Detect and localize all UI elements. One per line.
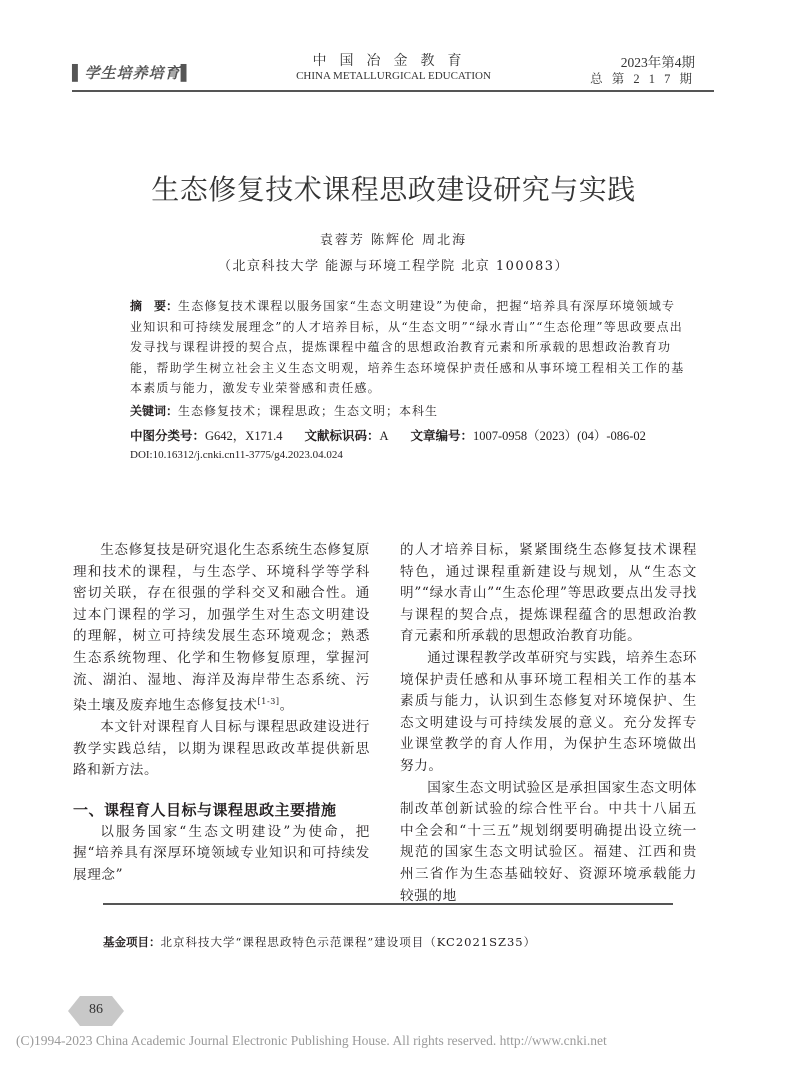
bracket-right-icon: ▌ (180, 64, 194, 82)
paragraph: 通过课程教学改革研究与实践，培养生态环境保护责任感和从事环境工程相关工作的基本素质与能力，认识到生态修复对环境保护、生态文明建设与可持续发展的意义。充分发挥专业课堂教学的育人作用，为保护生态环境做出努力。 (400, 649, 697, 774)
footnote-rule (103, 903, 673, 905)
paragraph-end: 。 (279, 697, 294, 714)
article-title: 生态修复技术课程思政建设研究与实践 (151, 173, 636, 206)
citation[interactable]: [1-3] (257, 697, 280, 707)
section-heading: 一、课程育人目标与课程思政主要措施 (73, 801, 337, 820)
fund-text: 北京科技大学“课程思政特色示范课程”建设项目（KC2021SZ35） (160, 935, 537, 949)
paragraph: 以服务国家“生态文明建设”为使命，把握“培养具有深厚环境领域专业知识和可持续发展理念” (73, 823, 370, 883)
issue-label: 2023年第4期 (620, 55, 695, 70)
fund-label: 基金项目： (103, 935, 161, 949)
classification-info (130, 426, 720, 444)
article-no-value: 1007-0958（2023）(04）-086-02 (473, 429, 646, 443)
keywords-label: 关键词： (130, 404, 179, 418)
paragraph: 的人才培养目标，紧紧围绕生态修复技术课程特色，通过课程重新建设与规划，从“生态文明”“绿水青山”“生态伦理”等思政要点出发寻找与课程的契合点，提炼课程蕴含的思想政治教育元素和所承载的思想政治教育功能。 (400, 542, 697, 645)
bracket-left-icon: ▌ (72, 64, 85, 82)
section-tag-label: 学生培养培育 (84, 64, 181, 82)
paragraph (73, 540, 370, 717)
copyright-notice: (C)1994-2023 China Academic Journal Electronic Publishing House. All rights reserved. http://www.cnki.net (16, 1033, 607, 1048)
paragraph: 本文针对课程育人目标与课程思政建设进行教学实践总结，以期为课程思政改革提供新思路和新方法。 (73, 719, 370, 779)
doc-code-label: 文献标识码： (304, 428, 380, 443)
abstract-label: 摘 要： (130, 299, 179, 313)
header-rule (72, 90, 714, 92)
paragraph: 国家生态文明试验区是承担国家生态文明体制改革创新试验的综合性平台。中共十八届五中全会和“十三五”规划纲要明确提出设立统一规范的国家生态文明试验区。福建、江西和贵州三省作为生态基础较好、资源环境承载能力较强的地 (400, 779, 697, 904)
journal-name-en: CHINA METALLURGICAL EDUCATION (296, 70, 491, 82)
page-number: 86 (89, 1002, 103, 1017)
abstract-text: 生态修复技术课程以服务国家“生态文明建设”为使命，把握“培养具有深厚环境领域专业知识和可持续发展理念”的人才培养目标，从“生态文明”“绿水青山”“生态伦理”等思政要点出发寻找与课程讲授的契合点，提炼课程中蕴含的思想政治教育元素和所承载的思想政治教育功能，帮助学生树立社会主义生态文明观，培养生态环境保护责任感和从事环境工程相关工作的基本素质与能力，激发专业荣誉感和责任感。 (130, 299, 685, 395)
keywords-text: 生态修复技术；课程思政；生态文明；本科生 (178, 404, 439, 418)
body-column-right (400, 540, 697, 907)
clc-label: 中图分类号： (130, 428, 206, 443)
total-issue-label: 总 第 2 1 7 期 (590, 72, 695, 86)
doi[interactable]: DOI:10.16312/j.cnki.cn11-3775/g4.2023.04.024 (130, 449, 343, 461)
body-column-left (73, 540, 370, 886)
journal-name-cn: 中国冶金教育 (312, 53, 475, 69)
authors: 袁蓉芳 陈辉伦 周北海 (319, 233, 468, 248)
article-no-label: 文章编号： (410, 428, 474, 443)
doc-code-value: A (379, 429, 389, 443)
page-number-badge (68, 996, 124, 1026)
keywords (130, 402, 690, 419)
affiliation: （北京科技大学 能源与环境工程学院 北京 100083） (217, 259, 570, 274)
abstract (130, 296, 685, 399)
paragraph-text: 生态修复技是研究退化生态系统生态修复原理和技术的课程，与生态学、环境科学等学科密切关联，存在很强的学科交叉和融合性。通过本门课程的学习，加强学生对生态文明建设的理解，树立可持续发展生态环境观念；熟悉生态系统物理、化学和生物修复原理，掌握河流、湖泊、湿地、海洋及海岸带生态系统、污染土壤及废弃地生态修复技术 (73, 542, 370, 714)
fund-footnote (103, 934, 536, 950)
clc-value: G642，X171.4 (205, 429, 283, 443)
